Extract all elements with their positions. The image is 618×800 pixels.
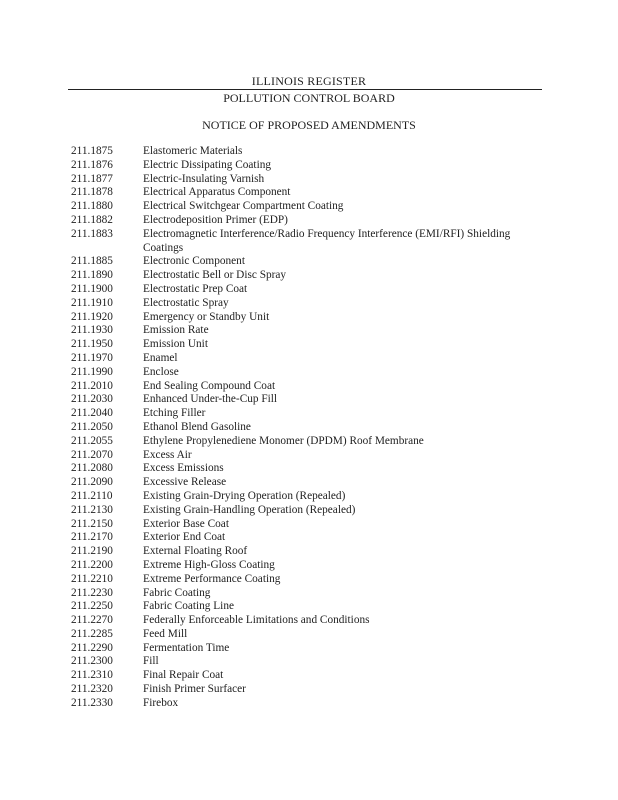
definition-row [71, 697, 551, 711]
definition-row [71, 435, 551, 449]
definition-term: Fabric Coating Line [143, 600, 234, 613]
definition-term: Electrodeposition Primer (EDP) [143, 213, 288, 226]
definition-row [71, 628, 551, 642]
definition-term: Extreme High-Gloss Coating [143, 558, 275, 571]
definition-row [71, 531, 551, 545]
definition-term: Elastomeric Materials [143, 145, 243, 157]
definition-term: Electrostatic Bell or Disc Spray [143, 269, 287, 282]
definition-row [71, 587, 551, 601]
definition-term: Existing Grain-Handling Operation (Repealed) [143, 503, 356, 516]
definition-row [71, 421, 551, 435]
definition-row [71, 407, 551, 421]
definition-row [71, 228, 551, 256]
definition-term: Exterior End Coat [143, 531, 226, 544]
definition-row [71, 338, 551, 352]
definition-row [71, 173, 551, 187]
definition-row [71, 393, 551, 407]
definition-term: End Sealing Compound Coat [143, 379, 276, 392]
section-number: 211.2010 [71, 379, 113, 392]
definition-term: Excessive Release [143, 476, 227, 489]
definition-term: Final Repair Coat [143, 669, 224, 682]
definition-term: Extreme Performance Coating [143, 572, 281, 585]
definition-row [71, 545, 551, 559]
definition-row [71, 642, 551, 656]
section-number: 211.1910 [71, 296, 113, 309]
definition-term: Emergency or Standby Unit [143, 310, 270, 323]
definition-term: Fermentation Time [143, 641, 230, 654]
section-number: 211.1900 [71, 282, 113, 295]
section-number: 211.2170 [71, 531, 113, 544]
definition-row [71, 159, 551, 173]
definition-row [71, 186, 551, 200]
definition-term: Excess Air [143, 448, 192, 461]
section-number: 211.1950 [71, 338, 113, 351]
definition-term: Electrical Switchgear Compartment Coating [143, 200, 344, 213]
section-number: 211.2055 [71, 434, 113, 447]
definition-term: Electronic Component [143, 255, 245, 268]
section-number: 211.2250 [71, 600, 113, 613]
section-number: 211.2080 [71, 462, 113, 475]
section-number: 211.2030 [71, 393, 113, 406]
definitions-list [71, 145, 551, 711]
section-number: 211.1877 [71, 172, 113, 185]
definition-term: Feed Mill [143, 627, 188, 640]
definition-term: Ethanol Blend Gasoline [143, 420, 251, 433]
section-number: 211.2040 [71, 407, 113, 420]
definition-term: Finish Primer Surfacer [143, 683, 246, 696]
definition-row [71, 655, 551, 669]
definition-row [71, 504, 551, 518]
section-number: 211.1883 [71, 227, 113, 240]
definition-row [71, 600, 551, 614]
definition-row [71, 380, 551, 394]
definition-term: Emission Unit [143, 338, 208, 351]
section-number: 211.2290 [71, 641, 113, 654]
definition-term: Electric-Insulating Varnish [143, 172, 265, 185]
definition-row [71, 255, 551, 269]
definition-term: Enamel [143, 351, 178, 364]
definition-row [71, 518, 551, 532]
definition-row [71, 324, 551, 338]
section-number: 211.2150 [71, 517, 113, 530]
definition-row [71, 311, 551, 325]
definition-term: Electrical Apparatus Component [143, 186, 291, 199]
section-number: 211.1920 [71, 310, 113, 323]
definition-term: Existing Grain-Drying Operation (Repealed) [143, 489, 346, 502]
section-number: 211.2330 [71, 696, 113, 709]
notice-heading: NOTICE OF PROPOSED AMENDMENTS [202, 118, 416, 132]
definition-term: Etching Filler [143, 407, 206, 420]
definition-term: Firebox [143, 696, 179, 709]
section-number: 211.1970 [71, 351, 113, 364]
section-number: 211.2310 [71, 669, 113, 682]
definition-row [71, 669, 551, 683]
section-number: 211.1890 [71, 269, 113, 282]
section-number: 211.2070 [71, 448, 113, 461]
definition-row [71, 297, 551, 311]
section-number: 211.2230 [71, 586, 113, 599]
definition-row [71, 283, 551, 297]
definition-term: Electrostatic Spray [143, 296, 229, 309]
section-number: 211.2110 [71, 489, 113, 502]
section-number: 211.1930 [71, 324, 113, 337]
definition-term: Enhanced Under-the-Cup Fill [143, 393, 278, 406]
register-title: ILLINOIS REGISTER [251, 74, 367, 88]
definition-term: Emission Rate [143, 324, 209, 337]
definition-row [71, 145, 551, 159]
definition-row [71, 269, 551, 283]
definition-term: Fabric Coating [143, 586, 211, 599]
definition-row [71, 559, 551, 573]
definition-term: Electric Dissipating Coating [143, 158, 272, 171]
definition-term: External Floating Roof [143, 545, 248, 558]
section-number: 211.1885 [71, 255, 113, 268]
section-number: 211.1876 [71, 158, 113, 171]
section-number: 211.1882 [71, 213, 113, 226]
section-number: 211.1990 [71, 365, 113, 378]
board-name: POLLUTION CONTROL BOARD [223, 91, 395, 105]
definition-row [71, 214, 551, 228]
section-number: 211.1878 [71, 186, 113, 199]
section-number: 211.1880 [71, 200, 113, 213]
definition-row [71, 366, 551, 380]
header-divider [68, 89, 542, 90]
definition-row [71, 462, 551, 476]
definition-row [71, 573, 551, 587]
section-number: 211.2190 [71, 545, 113, 558]
section-number: 211.2050 [71, 420, 113, 433]
definition-row [71, 352, 551, 366]
section-number: 211.2285 [71, 627, 113, 640]
section-number: 211.2270 [71, 614, 113, 627]
definition-term: Excess Emissions [143, 462, 224, 475]
section-number: 211.2320 [71, 683, 113, 696]
definition-row [71, 614, 551, 628]
definition-row [71, 683, 551, 697]
definition-row [71, 200, 551, 214]
definition-term: Electrostatic Prep Coat [143, 282, 248, 295]
section-number: 211.1875 [71, 145, 113, 157]
section-number: 211.2200 [71, 558, 113, 571]
definition-term: Ethylene Propylenediene Monomer (DPDM) Roof Membrane [143, 434, 424, 447]
section-number: 211.2090 [71, 476, 113, 489]
definition-term: Exterior Base Coat [143, 517, 229, 530]
section-number: 211.2300 [71, 655, 113, 668]
definition-term: Electromagnetic Interference/Radio Frequency Interference (EMI/RFI) Shielding Coatings [143, 227, 511, 254]
section-number: 211.2130 [71, 503, 113, 516]
definition-row [71, 449, 551, 463]
definition-term: Federally Enforceable Limitations and Conditions [143, 614, 370, 627]
definition-term: Enclose [143, 365, 179, 378]
section-number: 211.2210 [71, 572, 113, 585]
definition-row [71, 476, 551, 490]
definition-term: Fill [143, 655, 159, 668]
definition-row [71, 490, 551, 504]
